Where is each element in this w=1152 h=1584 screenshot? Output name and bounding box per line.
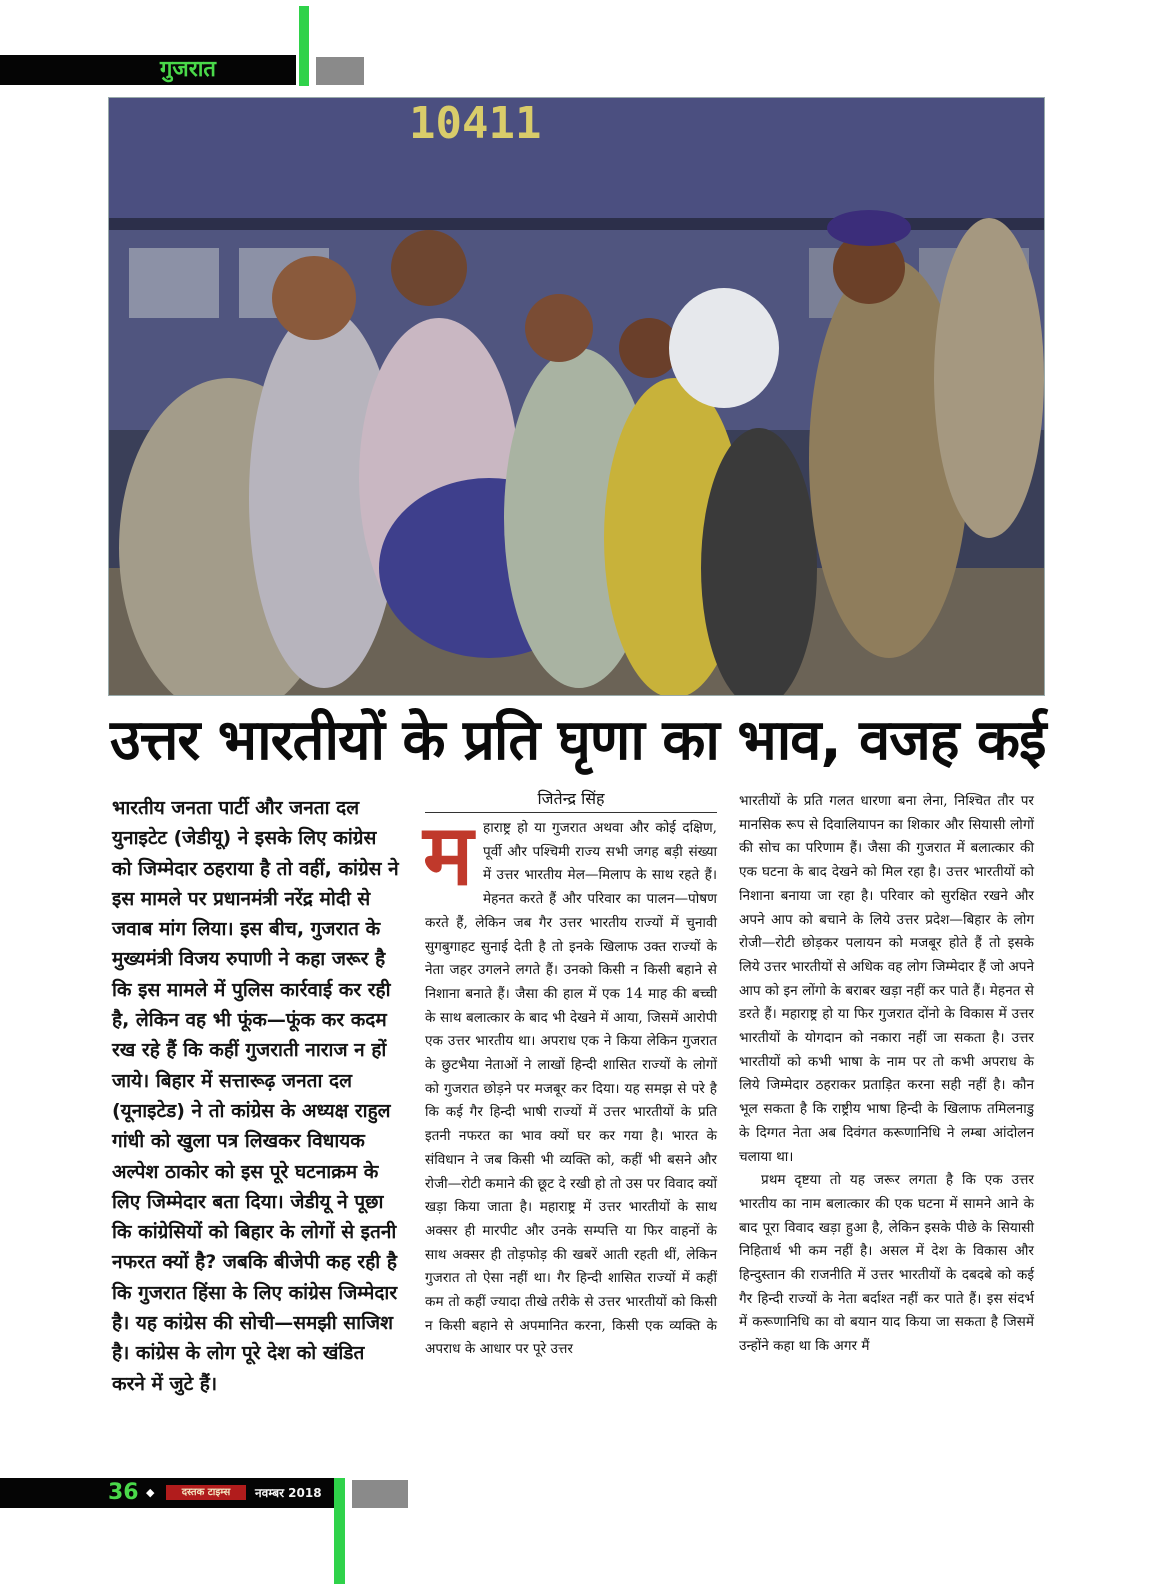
article-text-col2: हाराष्ट्र हो या गुजरात अथवा और कोई दक्षिण, पूर्वी और पश्चिमी राज्य सभी जगह बड़ी संख्या में उत्तर भारतीय मेल—मिलाप के साथ रहते हैं। मेहनत करते हैं और परिवार का पालन—पोषण करते हैं, लेकिन जब गैर उत्तर भारतीय राज्यों में चुनावी सुगबुगाहट सुनाई देती है तो इनके खिलाफ उक्त राज्यों के नेता जहर उगलने लगते हैं। उनको किसी न किसी बहाने से निशाना बनाते हैं। जैसा की हाल में एक 14 माह की बच्ची के साथ बलात्कार के बाद भी देखने में आया, जिसमें आरोपी एक उत्तर भारतीय था। अपराध एक ने किया लेकिन गुजरात के छुटभैया नेताओं ने लाखों हिन्दी शासित राज्यों के लोगों को गुजरात छोड़ने पर मजबूर कर दिया। यह समझ से परे है कि कई गैर हिन्दी भाषी राज्यों में उत्तर भारतीयों के प्रति इतनी नफरत का भाव क्यों घर कर गया है। भारत के संविधान ने जब किसी भी व्यक्ति को, कहीं भी बसने और रोजी—रोटी कमाने की छूट दे रखी हो तो उस पर विवाद क्यों खड़ा किया जाता है। महाराष्ट्र में उत्तर भारतीयों के साथ अक्सर ही मारपीट और उनके सम्पत्ति या फिर वाहनों के साथ अक्सर ही तोड़फोड़ की खबरें आती रहती थीं, लेकिन गुजरात तो ऐसा नहीं था। गैर हिन्दी शासित राज्यों में कहीं कम तो कहीं ज्यादा तीखे तरीके से उत्तर भारतीयों को किसी न किसी बहाने से अपमानित करना, किसी एक व्यक्ति के अपराध के आधार पर पूरे उत्तर: [425, 820, 717, 1358]
header-accent-bar: [299, 6, 309, 86]
intro-text: भारतीय जनता पार्टी और जनता दल युनाइटेट (जेडीयू) ने इसके लिए कांग्रेस को जिम्मेदार ठहराया है तो वहीं, कांग्रेस ने इस मामले पर प्रधानमंत्री नरेंद्र मोदी से जवाब मांग लिया। इस बीच, गुजरात के मुख्यमंत्री विजय रुपाणी ने कहा जरूर है कि इस मामले में पुलिस कार्रवाई कर रही है, लेकिन वह भी फूंक—फूंक कर कदम रख रहे हैं कि कहीं गुजराती नाराज न हों जाये। बिहार में सत्तारूढ़ जनता दल (यूनाइटेड) ने तो कांग्रेस के अध्यक्ष राहुल गांधी को खुला पत्र लिखकर विधायक अल्पेश ठाकोर को इस पूरे घटनाक्रम के लिए जिम्मेदार बता दिया। जेडीयू ने पूछा कि कांग्रेसियों को बिहार के लोगों से इतनी नफरत क्यों है? जबकि बीजेपी कह रही है कि गुजरात हिंसा के लिए कांग्रेस जिम्मेदार है। यह कांग्रेस की सोची—समझी साजिश है। कांग्रेस के लोग पूरे देश को खंडित करने में जुटे हैं।: [112, 797, 399, 1395]
header-gray-block: [316, 57, 364, 85]
diamond-icon: ◆: [146, 1486, 155, 1499]
magazine-logo: दस्तक टाइम्स: [166, 1485, 246, 1500]
column-2: [425, 788, 717, 1362]
coach-number: 10411: [409, 98, 542, 149]
article-text-col3-para1: भारतीयों के प्रति गलत धारणा बना लेना, निश्चित तौर पर मानसिक रूप से दिवालियापन का शिकार और सियासी लोगों की सोच का परिणाम हैं। जैसा की गुजरात में बलात्कार की एक घटना के बाद देखने को मिल रहा है। उत्तर भारतीयों को निशाना बनाया जा रहा है। परिवार को सुरक्षित रखने और अपने आप को बचाने के लिये उत्तर प्रदेश—बिहार के लोग रोजी—रोटी छोड़कर पलायन को मजबूर होते हैं तो इसके लिये उत्तर भारतीयों से अधिक वह लोग जिम्मेदार हैं जो अपने आप को इन लोंगो के बराबर खड़ा नहीं कर पाते हैं। मेहनत से डरते हैं। महाराष्ट्र हो या फिर गुजरात दोंनो के विकास में उत्तर भारतीयों के योगदान को नकारा नहीं जा सकता है। उत्तर भारतीयों को कभी भाषा के नाम पर तो कभी अपराध के लिये जिम्मेदार ठहराकर प्रताड़ित करना सही नहीं है। कौन भूल सकता है कि राष्ट्रीय भाषा हिन्दी के खिलाफ तमिलनाडु के दिग्गत नेता अब दिवंगत करूणानिधि ने लम्बा आंदोलन चलाया था।: [739, 793, 1034, 1165]
author-byline: जितेन्द्र सिंह: [425, 788, 717, 813]
section-header-bar: [0, 55, 296, 85]
article-text-col3-para2: प्रथम दृष्टया तो यह जरूर लगता है कि एक उत्तर भारतीय का नाम बलात्कार की एक घटना में सामने आने के बाद पूरा विवाद खड़ा हुआ है, लेकिन इसके पीछे के सियासी निहितार्थ भी कम नहीं है। असल में देश के विकास और हिन्दुस्तान की राजनीति में उत्तर भारतीयों के दबदबे को कई गैर हिन्दी राज्यों के नेता बर्दाश्त नहीं कर पाते हैं। इस संदर्भ में करूणानिधि का वो बयान याद किया जा सकता है जिसमें उन्होंने कहा था कि अगर मैं: [739, 1172, 1034, 1355]
footer-gray-block: [352, 1480, 408, 1508]
column-1: [112, 793, 402, 1399]
footer-accent-bar: [334, 1478, 345, 1584]
news-photo: [108, 97, 1045, 696]
issue-date: नवम्बर 2018: [255, 1486, 322, 1500]
headline: उत्तर भारतीयों के प्रति घृणा का भाव, वजह कई: [110, 708, 1046, 773]
railway-platform-crowd-image: [109, 98, 1044, 695]
section-title: गुजरात: [160, 57, 216, 82]
drop-cap: म: [423, 806, 474, 904]
page-number: 36: [108, 1480, 139, 1505]
column-3: [739, 790, 1034, 1359]
